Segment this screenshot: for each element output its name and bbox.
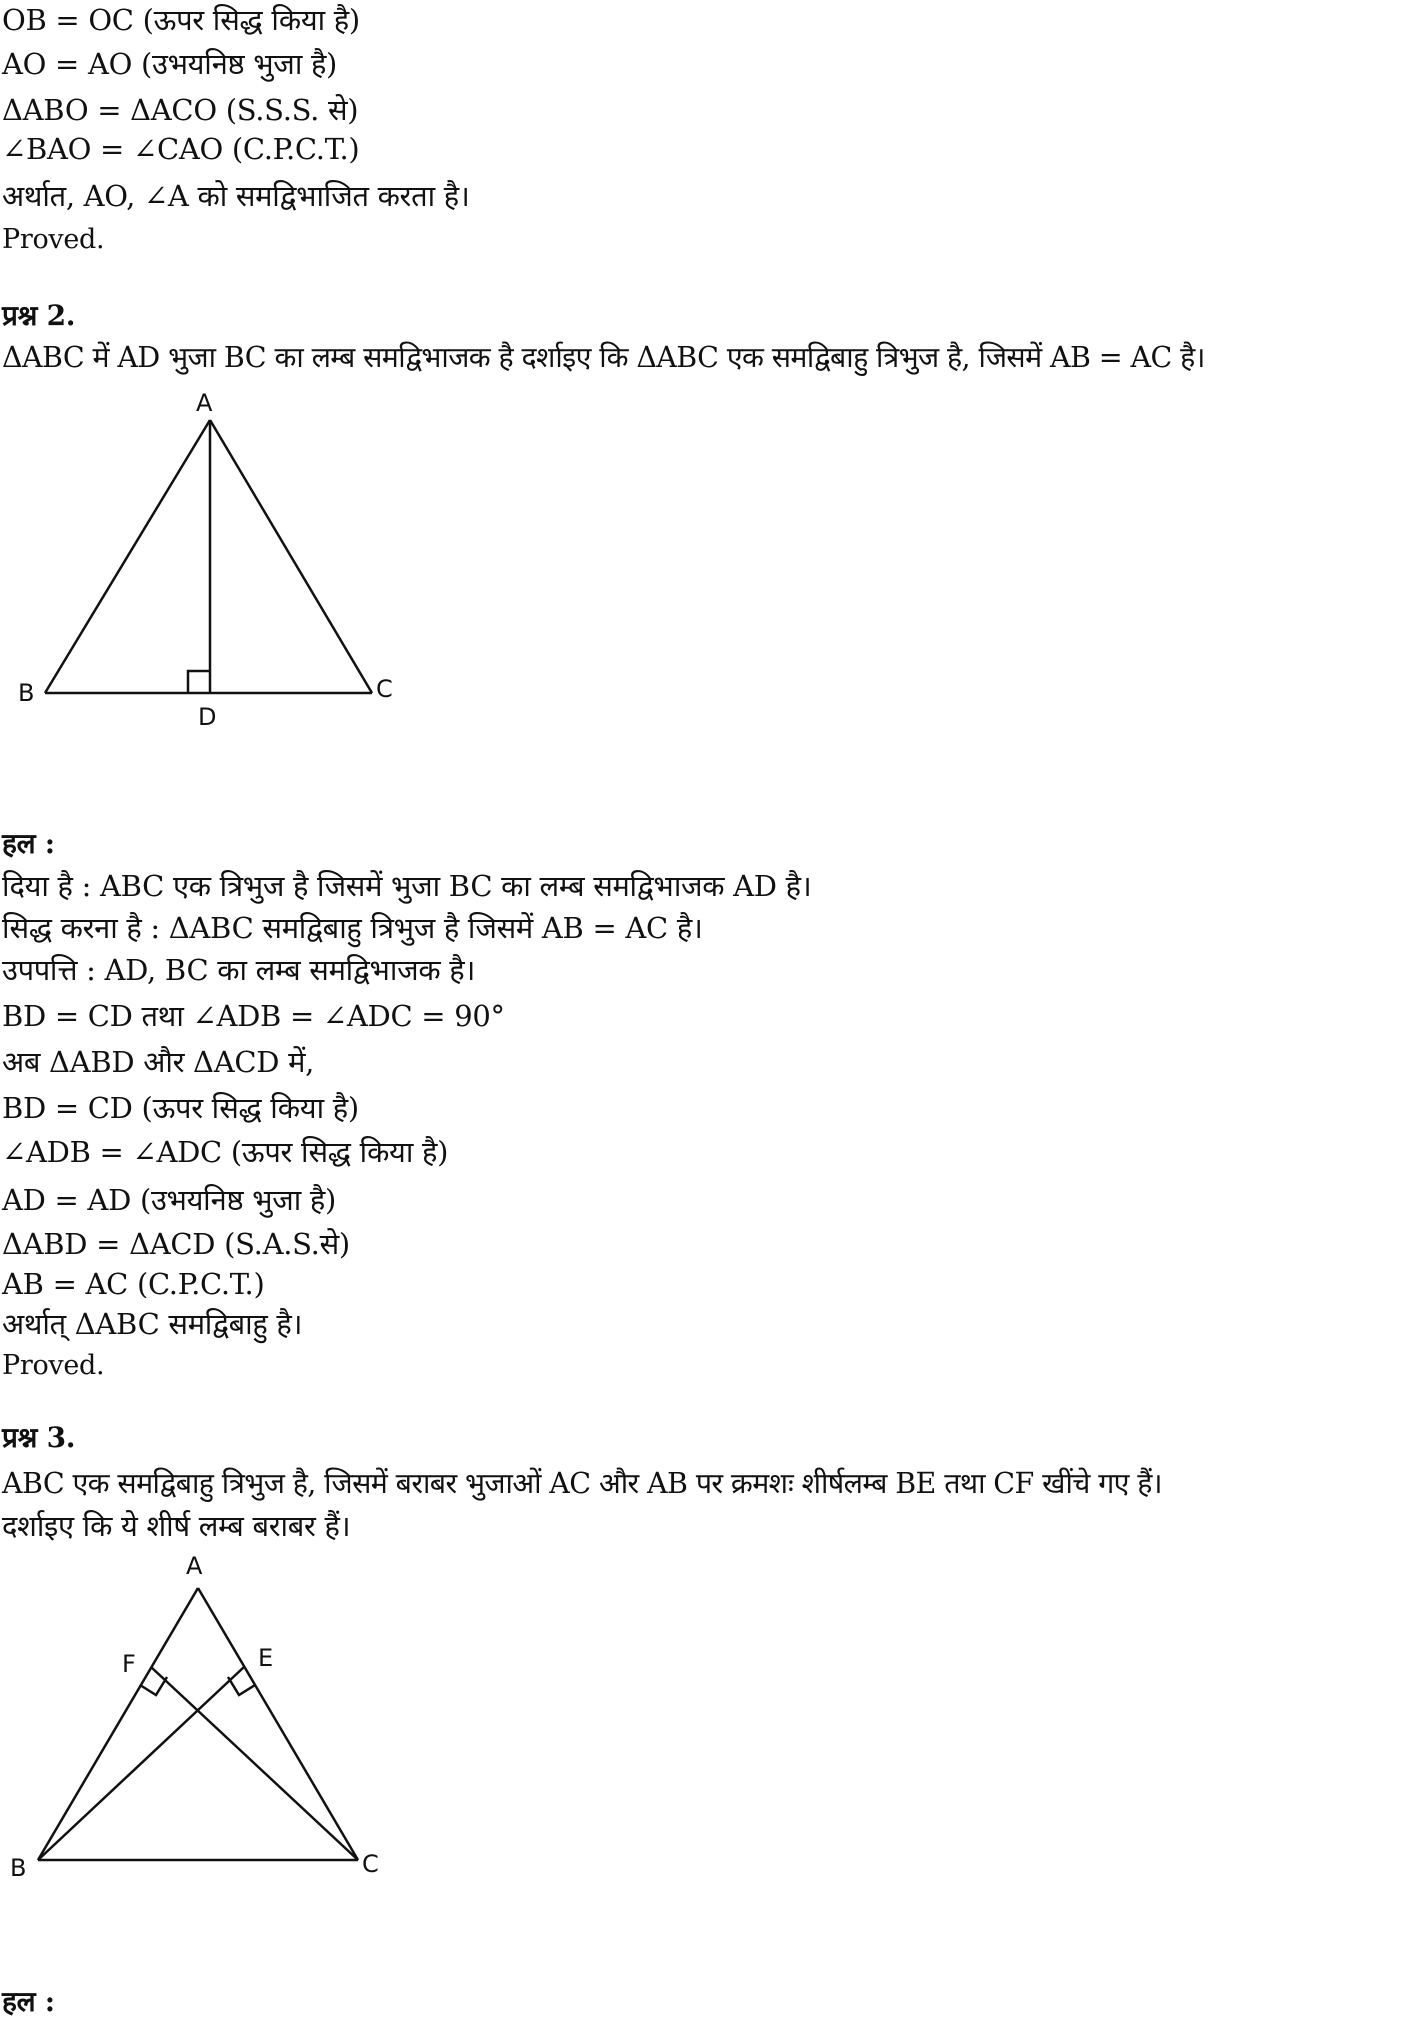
side-ab xyxy=(45,420,210,693)
solution-line: अर्थात् ΔABC समद्विबाहु है। xyxy=(2,1307,303,1341)
solution-line: BD = CD तथा ∠ADB = ∠ADC = 90° xyxy=(2,999,505,1033)
label-f: F xyxy=(122,1650,136,1678)
label-a: A xyxy=(196,389,213,417)
solution-line: अब ΔABD और ΔACD में, xyxy=(2,1045,315,1079)
triangle-abc-figure xyxy=(0,385,460,740)
solution-line: सिद्ध करना है : ΔABC समद्विबाहु त्रिभुज है जिसमें AB = AC है। xyxy=(2,911,703,945)
question-3-heading: प्रश्न 3. xyxy=(2,1421,76,1454)
label-b: B xyxy=(18,679,35,707)
solution-line: उपपत्ति : AD, BC का लम्ब समद्विभाजक है। xyxy=(2,953,476,987)
proof-line: अर्थात, AO, ∠A को समद्विभाजित करता है। xyxy=(2,179,470,213)
solution-line: AB = AC (C.P.C.T.) xyxy=(2,1267,265,1301)
altitude-cf xyxy=(151,1667,358,1860)
label-a: A xyxy=(186,1552,203,1580)
right-angle-mark xyxy=(188,671,210,693)
side-ac xyxy=(210,420,372,693)
question-2-heading: प्रश्न 2. xyxy=(2,299,76,332)
proof-line: OB = OC (ऊपर सिद्ध किया है) xyxy=(2,3,360,37)
label-e: E xyxy=(258,1644,274,1672)
proved-text: Proved. xyxy=(2,224,105,255)
triangle-altitudes-figure xyxy=(0,1550,420,1900)
proof-line: ∠BAO = ∠CAO (C.P.C.T.) xyxy=(2,132,360,166)
solution-line: AD = AD (उभयनिष्ठ भुजा है) xyxy=(2,1183,337,1217)
side-ac xyxy=(198,1588,358,1860)
solution-line: ΔABD = ΔACD (S.A.S.से) xyxy=(2,1227,350,1261)
proof-line: ΔABO = ΔACO (S.S.S. से) xyxy=(2,93,359,127)
question-2-statement: ΔABC में AD भुजा BC का लम्ब समद्विभाजक है दर्शाइए कि ΔABC एक समद्विबाहु त्रिभुज है, जिसमें AB = AC है। xyxy=(2,341,1205,374)
solution-line: ∠ADB = ∠ADC (ऊपर सिद्ध किया है) xyxy=(2,1135,449,1169)
solution-heading: हल : xyxy=(2,1985,55,2018)
label-b: B xyxy=(10,1854,27,1882)
proof-line: AO = AO (उभयनिष्ठ भुजा है) xyxy=(2,47,338,81)
solution-line: BD = CD (ऊपर सिद्ध किया है) xyxy=(2,1091,359,1125)
question-3-statement-line1: ABC एक समद्विबाहु त्रिभुज है, जिसमें बराबर भुजाओं AC और AB पर क्रमशः शीर्षलम्ब BE तथा CF खींचे गए हैं। xyxy=(2,1467,1162,1500)
question-3-statement-line2: दर्शाइए कि ये शीर्ष लम्ब बराबर हैं। xyxy=(2,1509,351,1543)
label-d: D xyxy=(198,703,217,731)
solution-line: दिया है : ABC एक त्रिभुज है जिसमें भुजा BC का लम्ब समद्विभाजक AD है। xyxy=(2,869,812,903)
altitude-be xyxy=(38,1667,244,1860)
solution-heading: हल : xyxy=(2,827,55,860)
side-ab xyxy=(38,1588,198,1860)
label-c: C xyxy=(376,675,393,703)
proved-text: Proved. xyxy=(2,1350,105,1381)
label-c: C xyxy=(362,1850,379,1878)
